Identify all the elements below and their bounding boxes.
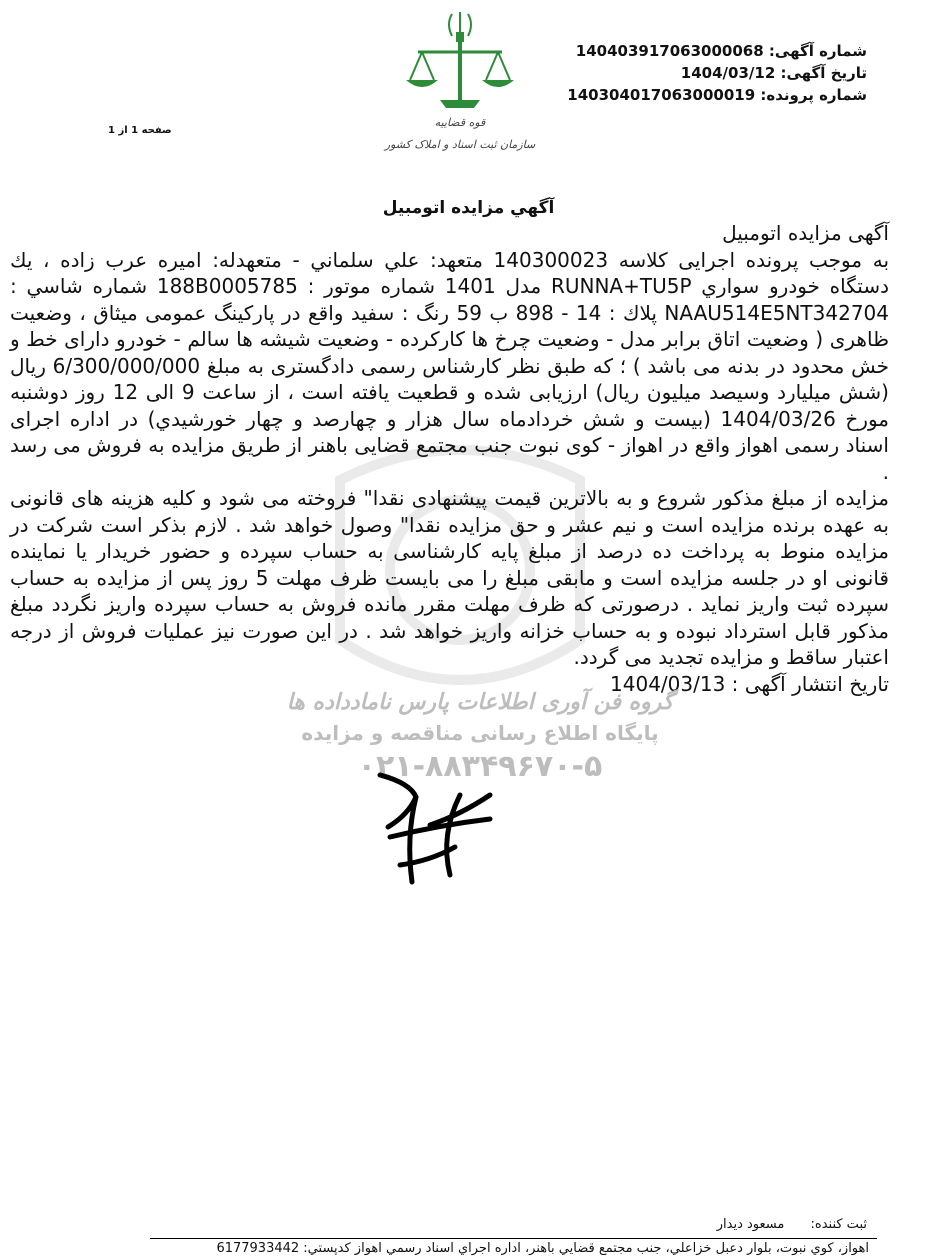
signature [360, 765, 510, 895]
body-paragraph-1: به موجب پرونده اجرایی کلاسه 140300023 متعهد: علي سلماني - متعهدله: امیره عرب زاده ، یك دستگاه خودرو سواري RUNNA+TU5P مدل 1401 شماره موتور : 188B0005785 شماره شاسي : NAAU514E5NT342704 پلاك : 14 - 898 ب 59 رنگ : سفید واقع در پارکینگ عمومی میثاق ، وضعیت ظاهری ( وضعیت اتاق برابر مدل - وضعیت چرخ ها کارکرده - وضعیت شیشه ها سالم - خودرو دارای خط و خش محدود در بدنه می باشد ) ؛ که طبق نظر کارشناس رسمی دادگستری به مبلغ 6/300/000/000 ریال (شش میلیارد وسیصد میلیون ریال) ارزیابی شده و قطعیت یافته است ، از ساعت 9 الی 12 روز دوشنبه مورخ 1404/03/26 (بیست و شش خردادماه سال هزار و چهارصد و چهار خورشیدي) در اداره اجرای اسناد رسمی اهواز واقع در اهواز - کوی نبوت جنب مجتمع قضایی باهنر از طریق مزایده به فروش می رسد . [10, 247, 890, 484]
case-number-label: شماره پرونده: [760, 86, 867, 104]
notice-body [10, 220, 889, 697]
ad-date-label: تاریخ آگهی: [780, 64, 867, 82]
publication-date: تاریخ انتشار آگهی : 1404/03/13 [610, 671, 889, 696]
ad-number: 140403917063000068 [575, 42, 764, 60]
registrar [695, 1217, 867, 1232]
case-number: 140304017063000019 [567, 86, 756, 104]
body-paragraph-2: مزایده از مبلغ مذکور شروع و به بالاترین قیمت پیشنهادی نقدا" فروخته می شود و کلیه هزینه های قانونی به عهده برنده مزایده است و نیم عشر و حق مزایده نقدا" وصول خواهد شد . لازم بذکر است شرکت در مزایده منوط به پرداخت ده درصد از مبلغ پایه کارشناسی به حساب سپرده و حضور خریدار یا نماینده قانونی او در جلسه مزایده است و مابقی مبلغ را می بایست ظرف مهلت 5 روز پس از مزایده به حساب سپرده ثبت واریز نماید . درصورتی که ظرف مهلت مقرر مانده فروش به حساب سپرده واریز نگردد مبلغ مذکور قابل استرداد نبوده و به حساب خزانه واریز خواهد شد . در این صورت نیز عملیات فروش از درجه اعتبار ساقط و مزایده تجدید می گردد. [10, 486, 889, 669]
ad-number-row [567, 40, 867, 62]
svg-text:قوه قضاییه: قوه قضاییه [434, 116, 486, 129]
ad-date-row [567, 62, 867, 84]
footer-divider [150, 1238, 877, 1239]
page-indicator: صفحه 1 از 1 [108, 125, 172, 136]
watermark-line-3: ۰۲۱-۸۸۳۴۹۶۷۰-۵ [357, 749, 603, 784]
notice-meta [567, 40, 867, 106]
registrar-label: ثبت کننده: [810, 1217, 867, 1232]
watermark-line-2: پایگاه اطلاع رسانی مناقصه و مزایده [301, 721, 659, 745]
page-title: آگهي مزايده اتومبيل [382, 198, 555, 218]
judiciary-emblem-logo [380, 8, 540, 158]
office-address: اهواز، كوي نبوت، بلوار دعبل خزاعلي، جنب مجتمع قضايي باهنر، اداره اجراي اسناد رسمي اهواز كدپستي: 6177933442 [216, 1241, 869, 1256]
body-heading: آگهی مزایده اتومبیل [722, 221, 889, 245]
case-number-row [567, 84, 867, 106]
svg-text:سازمان ثبت اسناد و املاک کشور: سازمان ثبت اسناد و املاک کشور [384, 138, 536, 151]
registrar-name: مسعود دیدار [716, 1217, 785, 1232]
ad-date: 1404/03/12 [680, 64, 776, 82]
ad-number-label: شماره آگهی: [768, 42, 867, 60]
watermark-line-1: گروه فن آوری اطلاعات پارس نامادداده ها [286, 690, 674, 715]
